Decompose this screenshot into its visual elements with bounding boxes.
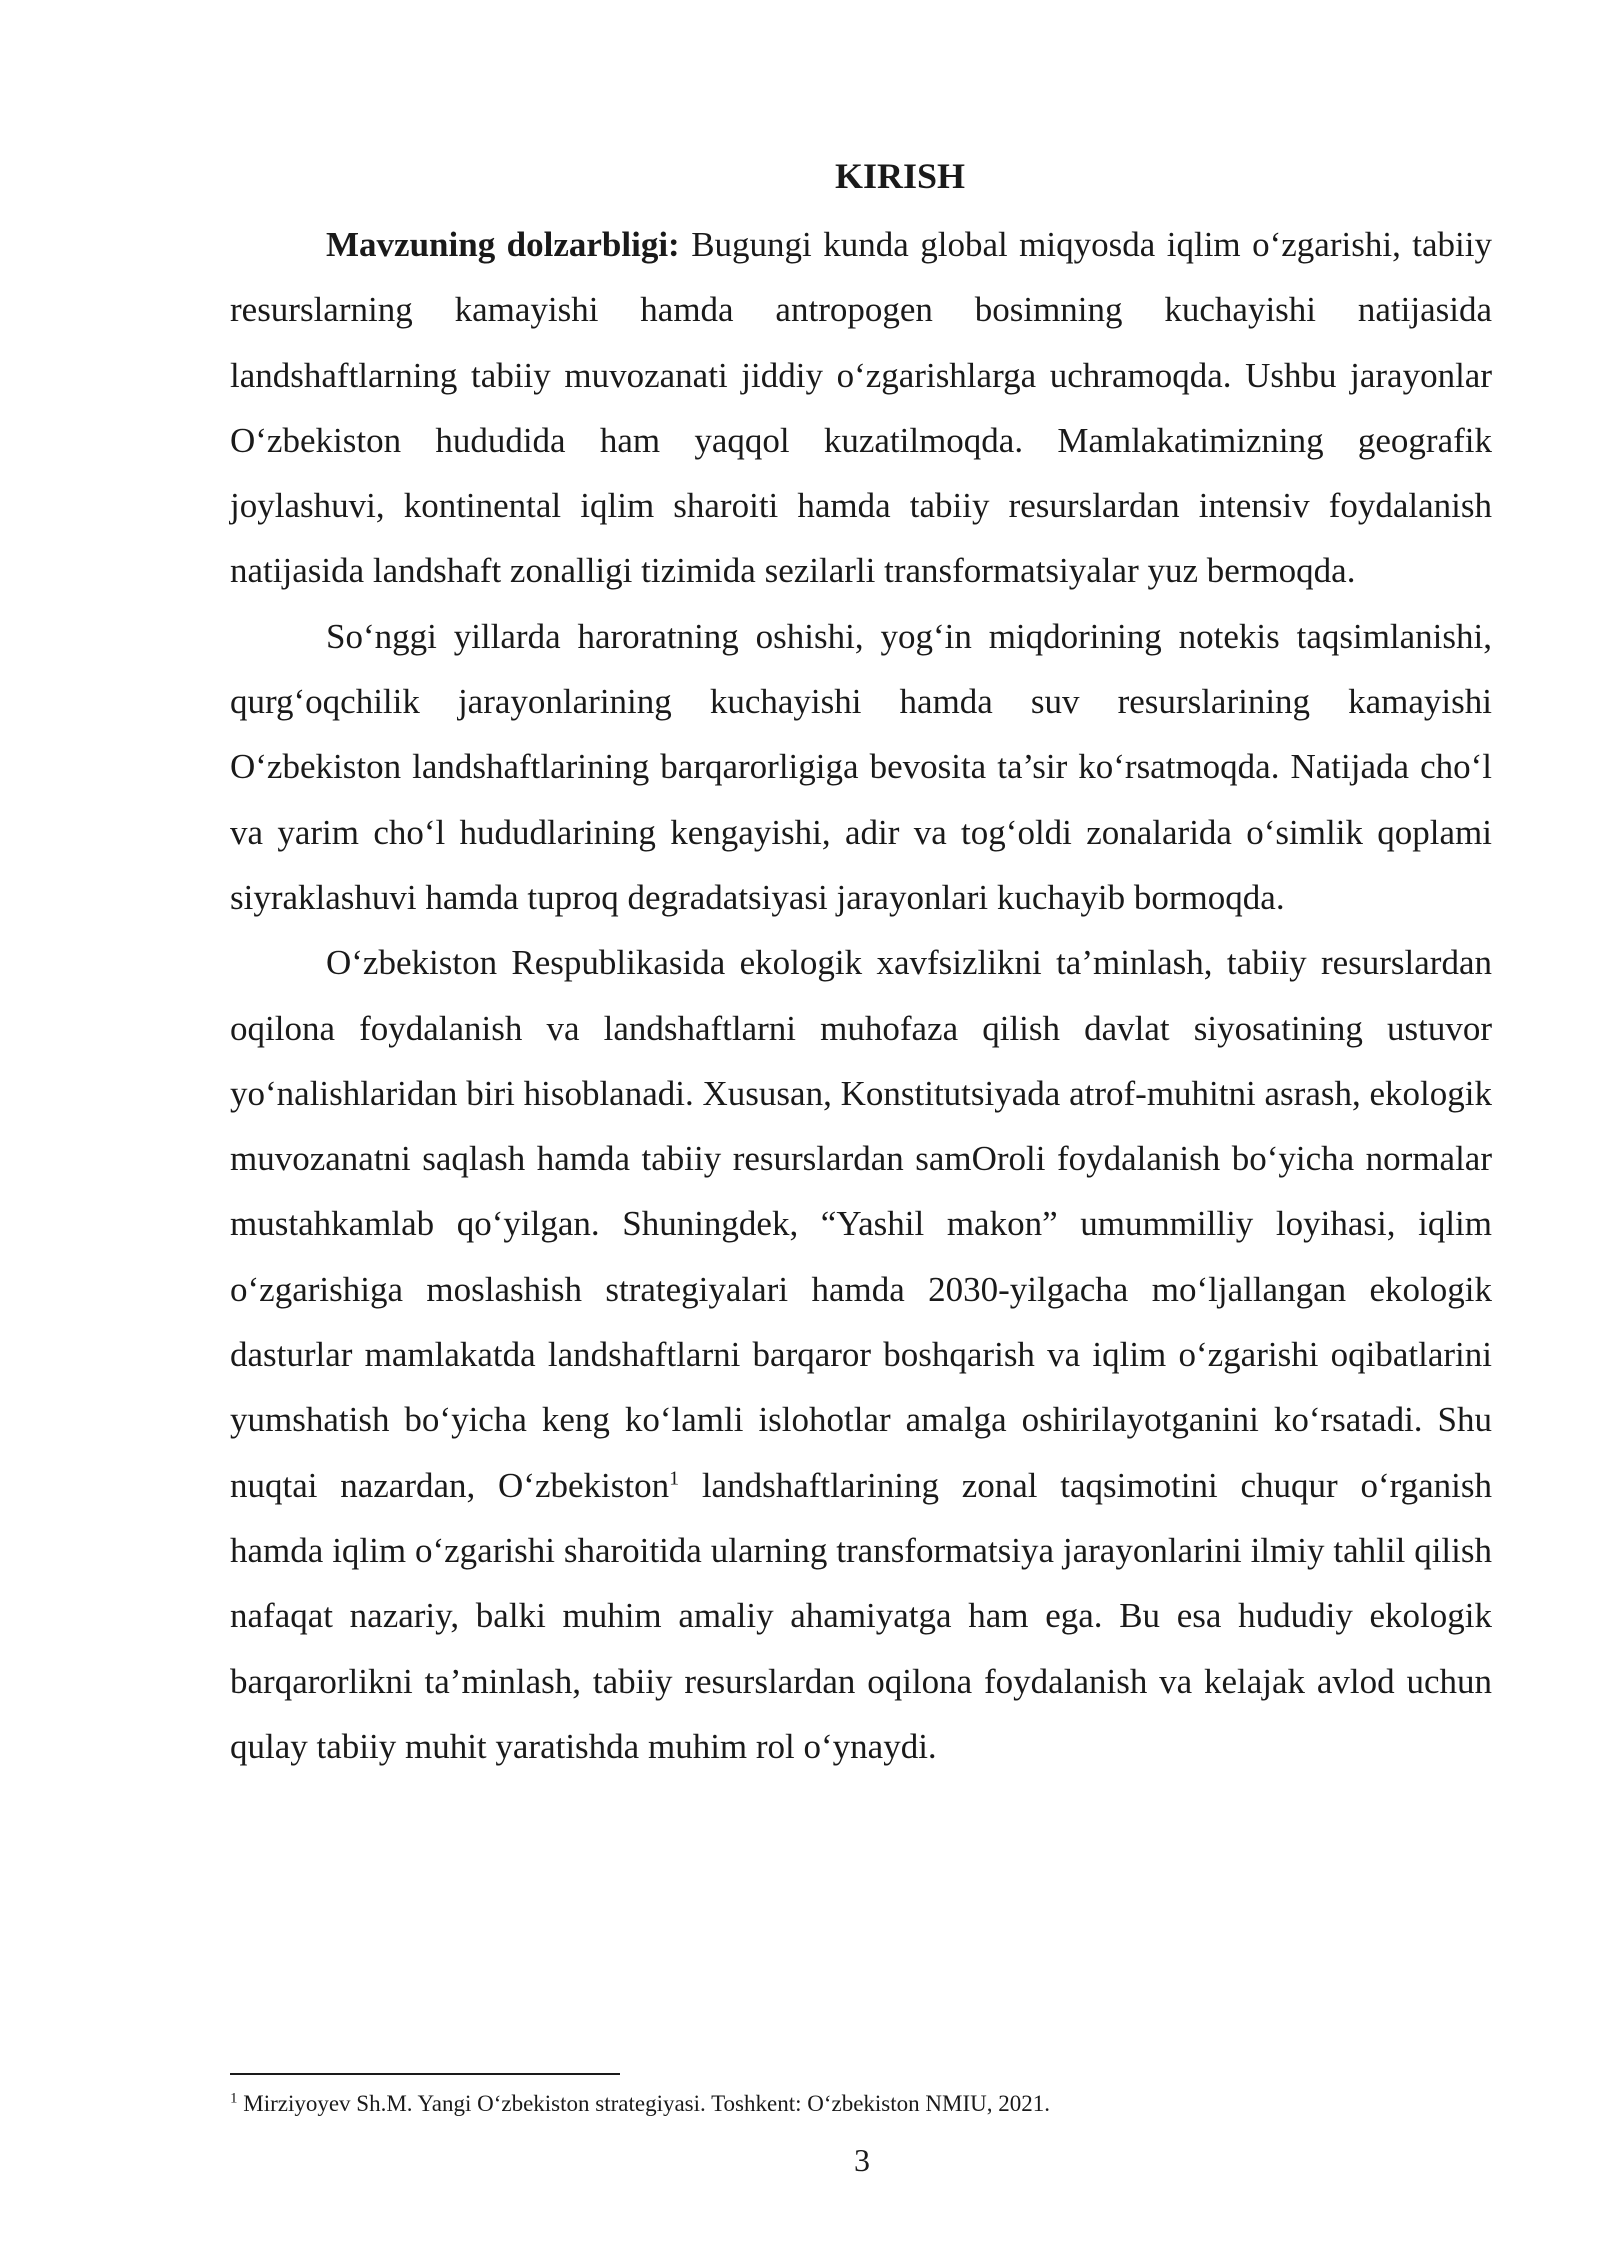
relevance-text: Bugungi kunda global miqyosda iqlim o‘zgarishi, tabiiy resurslarning kamayishi hamda antropogen bosimning kuchayishi natijasida landshaftlarning tabiiy muvozanati jiddiy o‘zgarishlarga uchramoqda. Ushbu jarayonlar O‘zbekiston hududida ham yaqqol kuzatilmoqda. Mamlakatimizning geografik joylashuvi, kontinental iqlim sharoiti hamda tabiiy resurslardan intensiv foydalanish natijasida landshaft zonalligi tizimida sezilarli transformatsiyalar yuz bermoqda. xyxy=(230,225,1492,591)
footnote-separator xyxy=(230,2073,620,2075)
footnote xyxy=(230,2087,1492,2121)
policy-text-before-ref: O‘zbekiston Respublikasida ekologik xavfsizlikni ta’minlash, tabiiy resurslardan oqilona foydalanish va landshaftlarni muhofaza qilish davlat siyosatining ustuvor yo‘nalishlaridan biri hisoblanadi. Xususan, Konstitutsiyada atrof-muhitni asrash, ekologik muvozanatni saqlash hamda tabiiy resurslardan samOroli foydalanish bo‘yicha normalar mustahkamlab qo‘yilgan. Shuningdek, “Yashil makon” umummilliy loyihasi, iqlim o‘zgarishiga moslashish strategiyalari hamda 2030-yilgacha mo‘ljallangan ekologik dasturlar mamlakatda landshaftlarni barqaror boshqarish va iqlim o‘zgarishi oqibatlarini yumshatish bo‘yicha keng ko‘lamli islohotlar amalga oshirilayotganini ko‘rsatadi. Shu nuqtai nazardan, O‘zbekiston xyxy=(230,943,1492,1505)
paragraph-climate-impacts xyxy=(230,604,1492,930)
body-text xyxy=(230,212,1492,1779)
footnote-reference[interactable]: 1 xyxy=(669,1466,680,1489)
relevance-lead: Mavzuning dolzarbligi: xyxy=(326,225,680,264)
climate-impacts-text: So‘nggi yillarda haroratning oshishi, yog‘in miqdorining notekis taqsimlanishi, qurg‘oqchilik jarayonlarining kuchayishi hamda suv resurslarining kamayishi O‘zbekiston landshaftlarining barqarorligiga bevosita ta’sir ko‘rsatmoqda. Natijada cho‘l va yarim cho‘l hududlarining kengayishi, adir va tog‘oldi zonalarida o‘simlik qoplami siyraklashuvi hamda tuproq degradatsiyasi jarayonlari kuchayib bormoqda. xyxy=(230,616,1492,917)
footnote-text: Mirziyoyev Sh.M. Yangi O‘zbekiston strategiyasi. Toshkent: O‘zbekiston NMIU, 2021. xyxy=(237,2091,1050,2116)
footnote-marker: 1 xyxy=(230,2090,238,2107)
policy-text-after-ref: landshaftlarining zonal taqsimotini chuqur o‘rganish hamda iqlim o‘zgarishi sharoitida ularning transformatsiya jarayonlarini ilmiy tahlil qilish nafaqat nazariy, balki muhim amaliy ahamiyatga ham ega. Bu esa hududiy ekologik barqarorlikni ta’minlash, tabiiy resurslardan oqilona foydalanish va kelajak avlod uchun qulay tabiiy muhit yaratishda muhim rol o‘ynaydi. xyxy=(230,1465,1492,1766)
section-heading: KIRISH xyxy=(834,156,966,196)
paragraph-policy xyxy=(230,930,1492,1779)
page-number: 3 xyxy=(854,2142,870,2178)
paragraph-relevance xyxy=(230,212,1492,604)
